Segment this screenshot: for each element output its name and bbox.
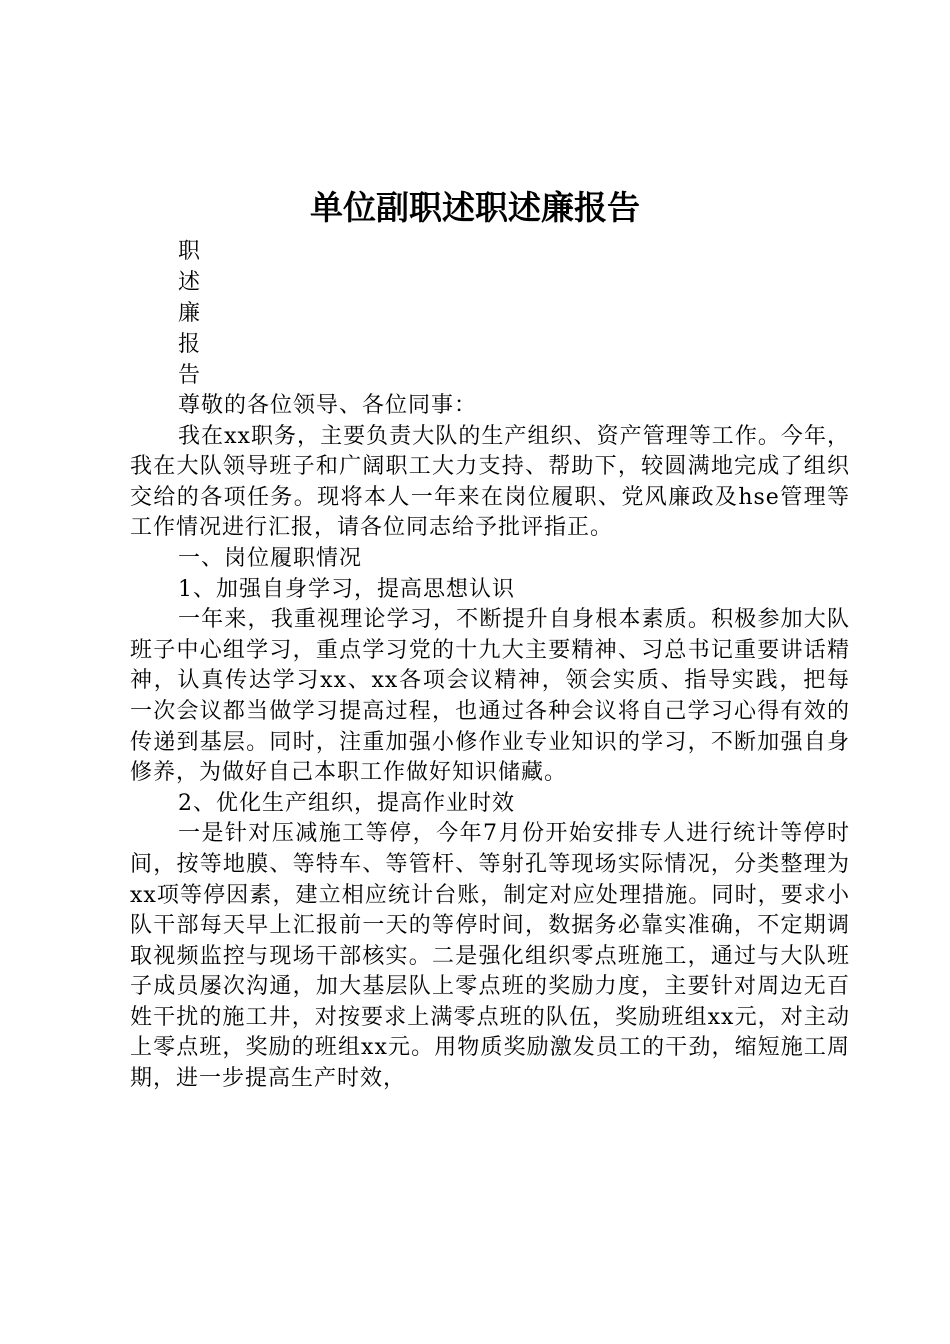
salutation: 尊敬的各位领导、各位同事： [178,393,478,418]
vertical-char: 述 [178,270,201,295]
section-heading: 一、岗位履职情况 [178,545,363,571]
paragraph-production: 一是针对压减施工等停，今年7月份开始安排专人进行统计等停时间，按等地膜、等特车、等管杆、等射孔等现场实际情况，分类整理为xx项等停因素，建立相应统计台账，制定对应处理措施。同时，要求小队干部每天早上汇报前一天的等停时间，数据务必靠实准确，不定期调取视频监控与现场干部核实。二是强化组织零点班施工，通过与大队班子成员屡次沟通，加大基层队上零点班的奖励力度，主要针对周边无百姓干扰的施工井，对按要求上满零点班的队伍，奖励班组xx元，对主动上零点班，奖励的班组xx元。用物质奖励激发员工的干劲，缩短施工周期，进一步提高生产时效， [130,821,850,1092]
vertical-char: 职 [178,239,201,264]
vertical-heading [178,236,200,391]
subsection-heading: 1、加强自身学习，提高思想认识 [178,576,515,602]
document-body [130,391,850,1095]
vertical-char: 廉 [178,301,201,326]
vertical-char: 告 [178,363,201,388]
paragraph-study: 一年来，我重视理论学习，不断提升自身根本素质。积极参加大队班子中心组学习，重点学习党的十九大主要精神、习总书记重要讲话精神，认真传达学习xx、xx各项会议精神，领会实质、指导实践，把每一次会议都当做学习提高过程，也通过各种会议将自己学习心得有效的传递到基层。同时，注重加强小修作业专业知识的学习，不断加强自身修养，为做好自己本职工作做好知识储藏。 [130,607,850,786]
vertical-char: 报 [178,332,201,357]
document-title: 单位副职述职述廉报告 [310,188,640,227]
subsection-heading: 2、优化生产组织，提高作业时效 [178,790,515,816]
paragraph-intro: 我在xx职务，主要负责大队的生产组织、资产管理等工作。今年，我在大队领导班子和广阔职工大力支持、帮助下，较圆满地完成了组织交给的各项任务。现将本人一年来在岗位履职、党风廉政及hse管理等工作情况进行汇报，请各位同志给予批评指正。 [130,423,850,541]
